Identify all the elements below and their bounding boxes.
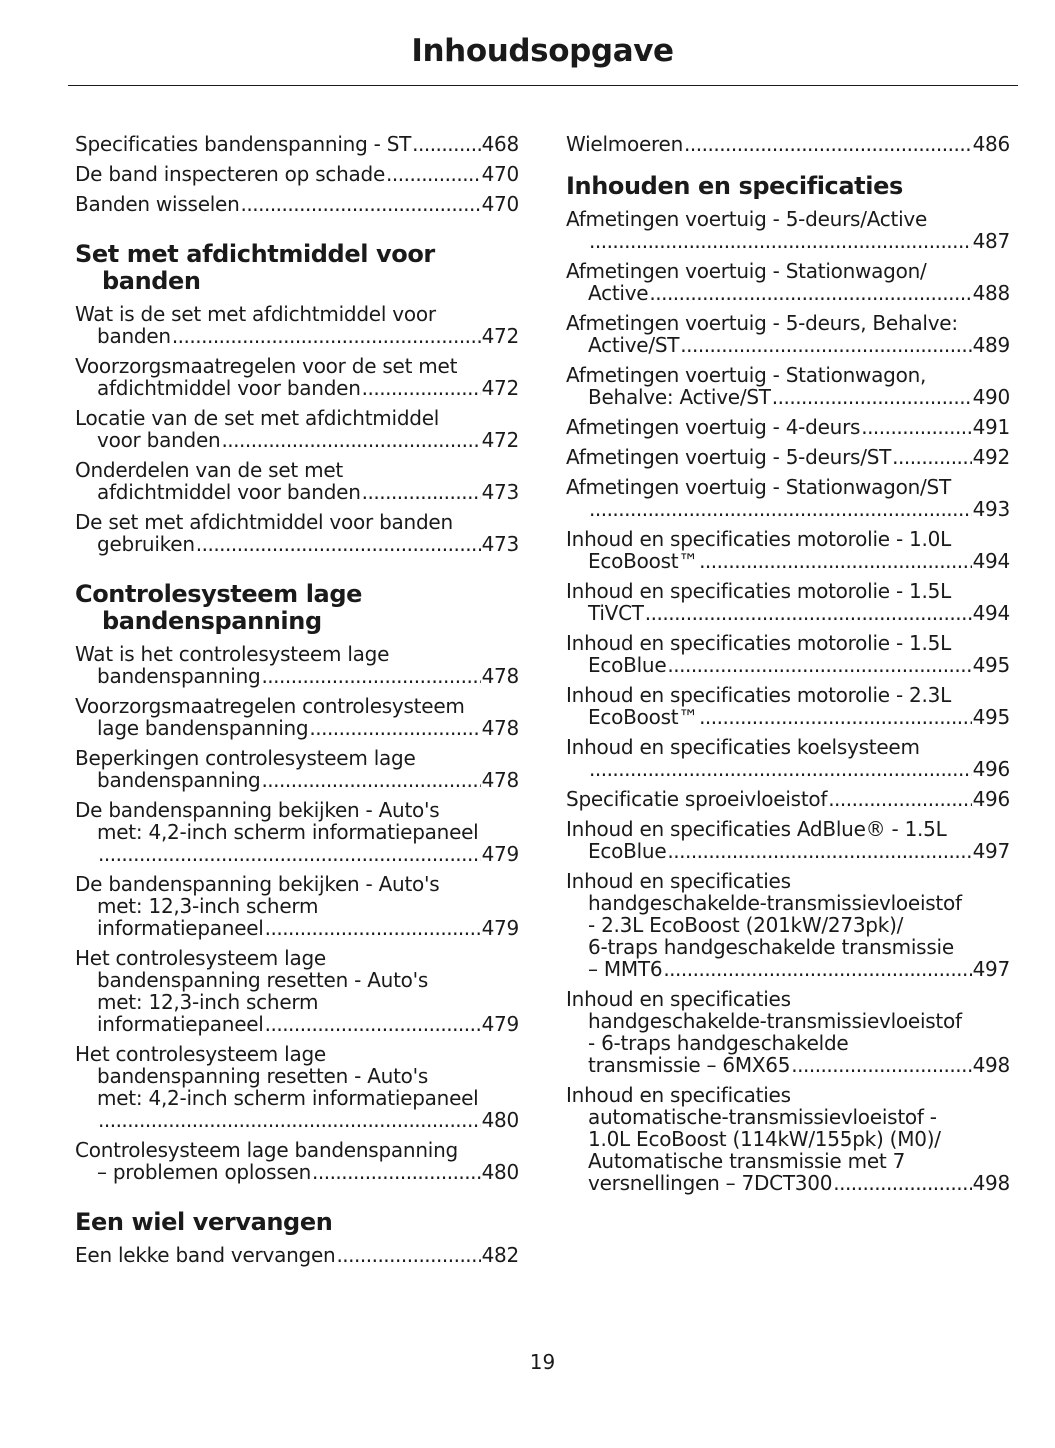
toc-entry-title: bandenspanning: [97, 768, 261, 792]
toc-entry[interactable]: [75, 355, 519, 399]
toc-page-number: 478: [481, 768, 519, 792]
dot-leader: [336, 1244, 480, 1266]
toc-entry[interactable]: [75, 1244, 519, 1266]
toc-entry-text-line: Inhoud en specificaties motorolie - 1.5L: [566, 579, 951, 603]
dot-leader: [663, 958, 971, 980]
toc-entry[interactable]: [566, 133, 1010, 155]
toc-entry-title: Active: [588, 281, 649, 305]
toc-entry[interactable]: [566, 260, 1010, 304]
toc-entry-title: EcoBlue: [588, 839, 667, 863]
toc-page-number: 491: [972, 415, 1010, 439]
section-heading: [75, 241, 519, 295]
section-heading-line: Inhouden en specificaties: [566, 172, 903, 200]
dot-leader: [261, 769, 480, 791]
toc-entry[interactable]: [75, 407, 519, 451]
toc-entry[interactable]: [566, 684, 1010, 728]
toc-entry-title: EcoBlue: [588, 653, 667, 677]
toc-entry[interactable]: [566, 1084, 1010, 1194]
toc-page-number: 473: [481, 480, 519, 504]
section-heading: [566, 173, 1010, 200]
dot-leader: [265, 917, 481, 939]
dot-leader: [265, 1013, 481, 1035]
toc-entry-title: Banden wisselen: [75, 192, 240, 216]
toc-page-number: 495: [972, 705, 1010, 729]
toc-page-number: 487: [972, 229, 1010, 253]
dot-leader: [892, 446, 971, 468]
toc-entry-text-line: Inhoud en specificaties motorolie - 2.3L: [566, 683, 951, 707]
toc-entry-text-line: Afmetingen voertuig - Stationwagon,: [566, 363, 927, 387]
toc-entry-title: Wielmoeren: [566, 132, 684, 156]
toc-page-number: 472: [481, 324, 519, 348]
toc-page-number: 468: [481, 132, 519, 156]
toc-entry-text-line: handgeschakelde-transmissievloeistof: [588, 1009, 962, 1033]
toc-entry[interactable]: [566, 870, 1010, 980]
toc-entry-text-line: De set met afdichtmiddel voor banden: [75, 510, 453, 534]
dot-leader: [241, 193, 481, 215]
toc-page-number: 496: [972, 757, 1010, 781]
toc-page-number: 494: [972, 601, 1010, 625]
toc-entry-text-line: met: 4,2-inch scherm informatiepaneel: [97, 820, 479, 844]
toc-entry-title: Specificaties bandenspanning - ST: [75, 132, 412, 156]
toc-entry-text-line: Inhoud en specificaties: [566, 987, 791, 1011]
toc-page-number: 480: [481, 1160, 519, 1184]
toc-entry[interactable]: [566, 788, 1010, 810]
dot-leader: [589, 758, 972, 780]
toc-entry-title: – problemen oplossen: [97, 1160, 311, 1184]
dot-leader: [589, 498, 972, 520]
toc-entry-title: – MMT6: [588, 957, 663, 981]
toc-entry-title: Een lekke band vervangen: [75, 1243, 336, 1267]
toc-entry-text-line: Afmetingen voertuig - 5-deurs, Behalve:: [566, 311, 958, 335]
toc-entry-text-line: bandenspanning resetten - Auto's: [97, 968, 429, 992]
dot-leader: [312, 1161, 481, 1183]
toc-page-number: 482: [481, 1243, 519, 1267]
dot-leader: [684, 133, 972, 155]
toc-entry-text-line: Locatie van de set met afdichtmiddel: [75, 406, 440, 430]
toc-page-number: 495: [972, 653, 1010, 677]
toc-entry-text-line: Inhoud en specificaties AdBlue® - 1.5L: [566, 817, 947, 841]
toc-entry-text-line: met: 12,3-inch scherm: [97, 990, 319, 1014]
dot-leader: [362, 481, 481, 503]
toc-entry-text-line: Afmetingen voertuig - Stationwagon/: [566, 259, 927, 283]
toc-entry-text-line: Wat is de set met afdichtmiddel voor: [75, 302, 436, 326]
toc-entry-text-line: 6-traps handgeschakelde transmissie: [588, 935, 954, 959]
toc-page-number: 478: [481, 716, 519, 740]
toc-entry-title: banden: [97, 324, 171, 348]
toc-page-number: 470: [481, 162, 519, 186]
section-heading: [75, 1209, 519, 1236]
toc-page-number: 493: [972, 497, 1010, 521]
dot-leader: [680, 334, 971, 356]
section-heading-line: Set met afdichtmiddel voor: [75, 240, 435, 268]
toc-entry[interactable]: [75, 799, 519, 865]
toc-entry[interactable]: [566, 528, 1010, 572]
toc-entry-title: Specificatie sproeivloeistof: [566, 787, 828, 811]
toc-entry-text-line: De bandenspanning bekijken - Auto's: [75, 798, 440, 822]
toc-page-number: 489: [972, 333, 1010, 357]
toc-column-left: [75, 133, 519, 1274]
toc-entry[interactable]: [566, 364, 1010, 408]
section-heading-line: Een wiel vervangen: [75, 1208, 333, 1236]
toc-entry[interactable]: [75, 193, 519, 215]
toc-page-number: 488: [972, 281, 1010, 305]
toc-entry[interactable]: [566, 580, 1010, 624]
toc-page-number: 496: [972, 787, 1010, 811]
dot-leader: [699, 550, 971, 572]
toc-entry-text-line: Onderdelen van de set met: [75, 458, 343, 482]
toc-entry[interactable]: [75, 747, 519, 791]
dot-leader: [172, 325, 481, 347]
toc-entry[interactable]: [566, 818, 1010, 862]
toc-page-number: 492: [972, 445, 1010, 469]
dot-leader: [362, 377, 481, 399]
dot-leader: [261, 665, 480, 687]
toc-entry-text-line: De bandenspanning bekijken - Auto's: [75, 872, 440, 896]
toc-entry-title: informatiepaneel: [97, 1012, 264, 1036]
toc-entry[interactable]: [75, 1139, 519, 1183]
toc-page-number: 494: [972, 549, 1010, 573]
toc-entry[interactable]: [75, 643, 519, 687]
dot-leader: [412, 133, 480, 155]
toc-entry-text-line: met: 4,2-inch scherm informatiepaneel: [97, 1086, 479, 1110]
toc-entry-title: gebruiken: [97, 532, 195, 556]
toc-page-number: 498: [972, 1171, 1010, 1195]
toc-page-number: 479: [481, 1012, 519, 1036]
toc-entry-text-line: Afmetingen voertuig - 5-deurs/Active: [566, 207, 928, 231]
title-divider: [68, 85, 1018, 86]
toc-entry-title: afdichtmiddel voor banden: [97, 480, 361, 504]
dot-leader: [667, 840, 971, 862]
toc-page-number: 478: [481, 664, 519, 688]
toc-entry-title: EcoBoost™: [588, 705, 699, 729]
toc-entry-title: Behalve: Active/ST: [588, 385, 771, 409]
dot-leader: [699, 706, 971, 728]
toc-entry[interactable]: [566, 446, 1010, 468]
toc-entry-text-line: Afmetingen voertuig - Stationwagon/ST: [566, 475, 951, 499]
section-heading: [75, 581, 519, 635]
dot-leader: [645, 602, 972, 624]
toc-entry-text-line: Het controlesysteem lage: [75, 1042, 326, 1066]
toc-entry-text-line: Inhoud en specificaties motorolie - 1.5L: [566, 631, 951, 655]
section-heading-line: banden: [102, 267, 201, 295]
toc-entry-title: Afmetingen voertuig - 4-deurs: [566, 415, 861, 439]
toc-entry-text-line: Wat is het controlesysteem lage: [75, 642, 390, 666]
toc-page-number: 490: [972, 385, 1010, 409]
toc-page-number: 497: [972, 957, 1010, 981]
toc-entry-text-line: bandenspanning resetten - Auto's: [97, 1064, 429, 1088]
toc-entry[interactable]: [75, 303, 519, 347]
section-heading-line: bandenspanning: [102, 607, 322, 635]
toc-entry[interactable]: [75, 163, 519, 185]
toc-entry-text-line: handgeschakelde-transmissievloeistof: [588, 891, 962, 915]
page-title: Inhoudsopgave: [411, 33, 674, 69]
toc-entry[interactable]: [75, 947, 519, 1035]
dot-leader: [791, 1054, 971, 1076]
toc-entry-text-line: - 2.3L EcoBoost (201kW/273pk)/: [588, 913, 904, 937]
toc-page-number: 479: [481, 842, 519, 866]
toc-entry-text-line: Inhoud en specificaties: [566, 1083, 791, 1107]
toc-entry[interactable]: [566, 312, 1010, 356]
dot-leader: [649, 282, 971, 304]
dot-leader: [98, 843, 481, 865]
toc-page-number: 498: [972, 1053, 1010, 1077]
toc-entry[interactable]: [566, 416, 1010, 438]
dot-leader: [861, 416, 971, 438]
toc-page-number: 480: [481, 1108, 519, 1132]
toc-page-number: 472: [481, 376, 519, 400]
toc-entry-title: EcoBoost™: [588, 549, 699, 573]
dot-leader: [833, 1172, 971, 1194]
toc-entry-text-line: Beperkingen controlesysteem lage: [75, 746, 416, 770]
toc-entry-title: bandenspanning: [97, 664, 261, 688]
toc-entry-text-line: Voorzorgsmaatregelen controlesysteem: [75, 694, 465, 718]
toc-page-number: 497: [972, 839, 1010, 863]
toc-entry-text-line: Controlesysteem lage bandenspanning: [75, 1138, 458, 1162]
toc-column-right: [566, 133, 1010, 1202]
toc-page-number: 472: [481, 428, 519, 452]
toc-entry[interactable]: [75, 695, 519, 739]
toc-entry-title: Active/ST: [588, 333, 680, 357]
toc-entry[interactable]: [566, 988, 1010, 1076]
dot-leader: [667, 654, 971, 676]
toc-entry-title: De band inspecteren op schade: [75, 162, 386, 186]
dot-leader: [309, 717, 480, 739]
toc-entry-title: Afmetingen voertuig - 5-deurs/ST: [566, 445, 892, 469]
toc-entry-text-line: automatische-transmissievloeistof -: [588, 1105, 937, 1129]
toc-entry[interactable]: [75, 873, 519, 939]
toc-entry-text-line: Het controlesysteem lage: [75, 946, 326, 970]
toc-entry-title: transmissie – 6MX65: [588, 1053, 791, 1077]
dot-leader: [196, 533, 481, 555]
dot-leader: [221, 429, 480, 451]
toc-entry-title: versnellingen – 7DCT300: [588, 1171, 833, 1195]
toc-entry-title: lage bandenspanning: [97, 716, 309, 740]
toc-entry-text-line: met: 12,3-inch scherm: [97, 894, 319, 918]
toc-page-number: 479: [481, 916, 519, 940]
toc-entry-text-line: 1.0L EcoBoost (114kW/155pk) (M0)/: [588, 1127, 941, 1151]
toc-entry-text-line: Automatische transmissie met 7: [588, 1149, 906, 1173]
toc-entry-text-line: - 6-traps handgeschakelde: [588, 1031, 849, 1055]
toc-entry[interactable]: [75, 459, 519, 503]
toc-page-number: 486: [972, 132, 1010, 156]
section-heading-line: Controlesysteem lage: [75, 580, 362, 608]
dot-leader: [386, 163, 481, 185]
toc-entry-title: afdichtmiddel voor banden: [97, 376, 361, 400]
toc-entry-text-line: Inhoud en specificaties: [566, 869, 791, 893]
toc-page-number: 470: [481, 192, 519, 216]
dot-leader: [828, 788, 971, 810]
toc-entry-text-line: Voorzorgsmaatregelen voor de set met: [75, 354, 458, 378]
toc-entry-text-line: Inhoud en specificaties koelsysteem: [566, 735, 920, 759]
toc-page-number: 473: [481, 532, 519, 556]
toc-entry-title: voor banden: [97, 428, 221, 452]
toc-entry[interactable]: [75, 133, 519, 155]
toc-entry[interactable]: [566, 736, 1010, 780]
page-number: 19: [529, 1350, 556, 1374]
toc-entry-title: TiVCT: [588, 601, 644, 625]
toc-entry[interactable]: [566, 476, 1010, 520]
toc-entry-text-line: Inhoud en specificaties motorolie - 1.0L: [566, 527, 951, 551]
toc-entry[interactable]: [75, 511, 519, 555]
toc-entry-title: informatiepaneel: [97, 916, 264, 940]
toc-entry[interactable]: [75, 1043, 519, 1131]
dot-leader: [772, 386, 972, 408]
dot-leader: [589, 230, 972, 252]
dot-leader: [98, 1109, 481, 1131]
toc-entry[interactable]: [566, 632, 1010, 676]
toc-entry[interactable]: [566, 208, 1010, 252]
